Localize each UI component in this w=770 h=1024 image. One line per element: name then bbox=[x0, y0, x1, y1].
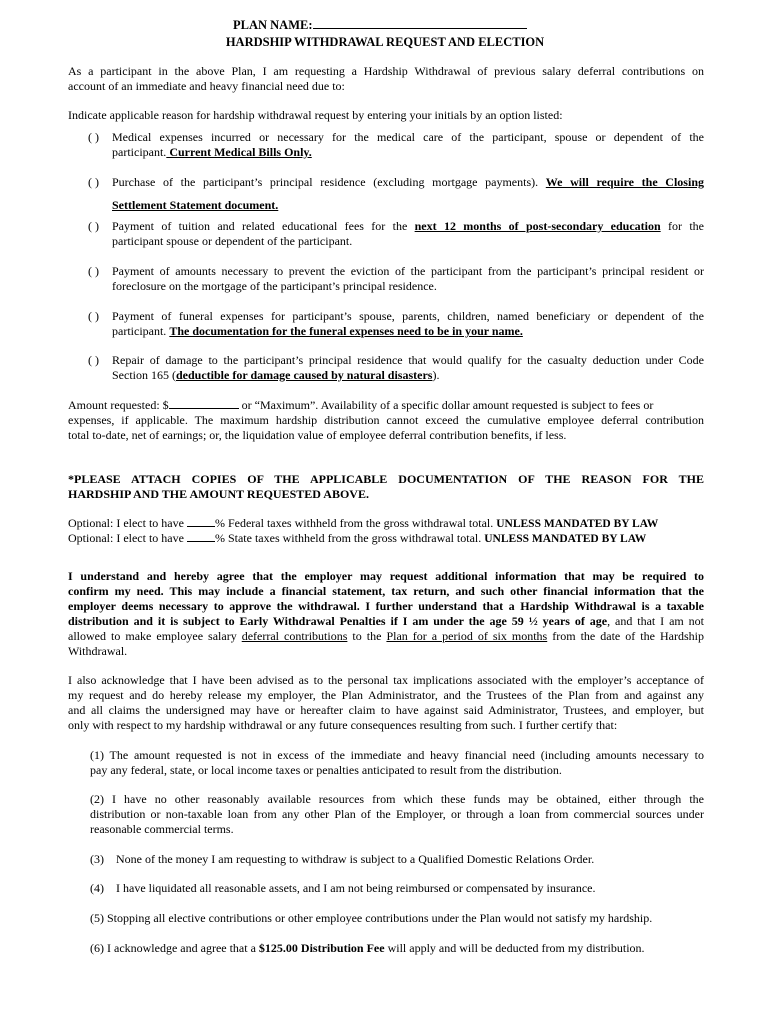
reason-text: ). bbox=[432, 368, 440, 382]
reason-repair-line-1: Repair of damage to the participant’s principal residence that would qualify for the casualty deduction under Code bbox=[112, 353, 704, 367]
reason-text: participant. bbox=[112, 145, 167, 159]
intro-line-1: As a participant in the above Plan, I am requesting a Hardship Withdrawal of previous salary deferral contributions on bbox=[68, 64, 704, 78]
certification-1-line-1: (1) The amount requested is not in excess of the immediate and heavy financial need (including amounts necessary to bbox=[90, 748, 704, 762]
state-withholding-row bbox=[68, 531, 704, 547]
understand-line-4 bbox=[68, 614, 704, 629]
reason-medical-checkbox[interactable]: ( ) bbox=[88, 130, 99, 144]
understand-text: deferral contributions bbox=[241, 629, 348, 643]
reason-requirement: Current Medical Bills Only. bbox=[166, 145, 312, 159]
plan-name-label: PLAN NAME: bbox=[233, 18, 313, 32]
certification-2-line-1: (2) I have no other reasonably available resources from which these funds may be obtained, either through the bbox=[90, 792, 704, 806]
certification-2-line-2: distribution or non-taxable loan from any other Plan of the Employer, or through a loan from commercial sources under bbox=[90, 807, 704, 821]
reason-eviction-line-1: Payment of amounts necessary to prevent the eviction of the participant from the participant’s principal resident or bbox=[112, 264, 704, 278]
form-title: HARDSHIP WITHDRAWAL REQUEST AND ELECTION bbox=[225, 35, 545, 49]
reason-requirement: deductible for damage caused by natural disasters bbox=[176, 368, 433, 382]
amount-line-1 bbox=[68, 398, 704, 413]
withholding-label: Optional: I elect to have bbox=[68, 516, 187, 530]
understand-text: allowed to make employee salary bbox=[68, 629, 242, 643]
mandate-note: UNLESS MANDATED BY LAW bbox=[496, 518, 659, 530]
reason-tuition-line-2: participant spouse or dependent of the participant. bbox=[112, 234, 353, 248]
acknowledge-line-2: my request and do hereby release my employer, the Plan Administrator, and the Trustees of the Plan from and against any bbox=[68, 688, 704, 702]
reason-funeral-checkbox[interactable]: ( ) bbox=[88, 309, 99, 323]
reason-tuition-line-1 bbox=[112, 219, 704, 234]
reason-repair-checkbox[interactable]: ( ) bbox=[88, 353, 99, 367]
withholding-text: % Federal taxes withheld from the gross withdrawal total. bbox=[214, 516, 497, 530]
certification-6 bbox=[90, 941, 704, 956]
plan-name-field[interactable] bbox=[313, 18, 527, 29]
reason-medical-line-1: Medical expenses incurred or necessary for the medical care of the participant, spouse or dependent of the bbox=[112, 130, 704, 144]
amount-line-3: total to-date, net of earnings; or, the liquidation value of employee deferral contribution benefits, if less. bbox=[68, 428, 567, 442]
reason-text: Payment of tuition and related educational fees for the bbox=[112, 219, 415, 233]
acknowledge-line-4: only with respect to my hardship withdrawal or any future consequences resulting from such. I further certify that: bbox=[68, 718, 618, 732]
certification-2-line-3: reasonable commercial terms. bbox=[90, 822, 234, 836]
acknowledge-line-3: and all claims the undersigned may have or hereafter claim to have against said Administrator, Trustees, and employer, but bbox=[68, 703, 704, 717]
amount-label: Amount requested: $ bbox=[68, 398, 169, 412]
state-percent-field[interactable] bbox=[187, 531, 215, 542]
acknowledge-line-1: I also acknowledge that I have been advised as to the personal tax implications associated with the employer’s acceptance of bbox=[68, 673, 704, 687]
reason-eviction-checkbox[interactable]: ( ) bbox=[88, 264, 99, 278]
amount-text: or “Maximum”. Availability of a specific dollar amount requested is subject to fees or bbox=[238, 398, 654, 412]
certification-3: (3) None of the money I am requesting to withdraw is subject to a Qualified Domestic Relations Order. bbox=[90, 852, 595, 866]
reason-funeral-line-1: Payment of funeral expenses for participant’s spouse, parents, children, named beneficiary or dependent of the bbox=[112, 309, 704, 323]
instruction-text: Indicate applicable reason for hardship withdrawal request by entering your initials by an option listed: bbox=[68, 108, 563, 122]
withholding-text: % State taxes withheld from the gross withdrawal total. bbox=[214, 531, 485, 545]
amount-line-2: expenses, if applicable. The maximum hardship distribution cannot exceed the cumulative employee deferral contribution bbox=[68, 413, 704, 427]
understand-text: Plan for a period of six months bbox=[386, 629, 548, 643]
certification-1-line-2: pay any federal, state, or local income taxes or penalties anticipated to result from the distribution. bbox=[90, 763, 562, 777]
distribution-fee: $125.00 Distribution Fee bbox=[258, 941, 385, 955]
reason-text: Section 165 ( bbox=[112, 368, 176, 382]
understand-text: from the date of the Hardship bbox=[547, 629, 704, 643]
reason-residence-line-1 bbox=[112, 175, 704, 190]
reason-eviction-line-2: foreclosure on the mortgage of the participant’s principal residence. bbox=[112, 279, 437, 293]
attach-notice-line-2: HARDSHIP AND THE AMOUNT REQUESTED ABOVE. bbox=[68, 487, 369, 501]
understand-line-1: I understand and hereby agree that the employer may request additional information that may be required to bbox=[68, 569, 704, 583]
reason-text: Purchase of the participant’s principal residence (excluding mortgage payments). bbox=[112, 175, 546, 189]
reason-medical-line-2 bbox=[112, 145, 704, 160]
attach-notice-line-1: *PLEASE ATTACH COPIES OF THE APPLICABLE DOCUMENTATION OF THE REASON FOR THE bbox=[68, 472, 704, 486]
reason-text: participant. bbox=[112, 324, 170, 338]
federal-withholding-row bbox=[68, 516, 704, 532]
understand-text: distribution and it is subject to Early Withdrawal Penalties if I am under the age 59 ½ years of age bbox=[68, 614, 608, 628]
certification-5: (5) Stopping all elective contributions or other employee contributions under the Plan would not satisfy my hardship. bbox=[90, 911, 653, 925]
understand-line-5 bbox=[68, 629, 704, 644]
reason-tuition-checkbox[interactable]: ( ) bbox=[88, 219, 99, 233]
reason-residence-checkbox[interactable]: ( ) bbox=[88, 175, 99, 189]
intro-line-2: account of an immediate and heavy financial need due to: bbox=[68, 79, 345, 93]
understand-line-6: Withdrawal. bbox=[68, 644, 128, 658]
understand-line-2: confirm my need. This may include a financial statement, tax return, and such other financial information that the bbox=[68, 584, 704, 598]
understand-line-3: employer deems necessary to approve the withdrawal. I further understand that a Hardship Withdrawal is a taxable bbox=[68, 599, 704, 613]
understand-text: to the bbox=[347, 629, 387, 643]
federal-percent-field[interactable] bbox=[187, 516, 215, 527]
reason-repair-line-2 bbox=[112, 368, 704, 383]
reason-funeral-line-2 bbox=[112, 324, 704, 339]
withholding-label: Optional: I elect to have bbox=[68, 531, 187, 545]
reason-residence-line-2: Settlement Statement document. bbox=[112, 198, 279, 212]
reason-requirement: The documentation for the funeral expenses need to be in your name. bbox=[169, 324, 523, 338]
reason-text: for the bbox=[660, 219, 705, 233]
reason-requirement: next 12 months of post-secondary education bbox=[414, 219, 661, 233]
certification-4: (4) I have liquidated all reasonable assets, and I am not being reimbursed or compensated by insurance. bbox=[90, 881, 596, 895]
understand-text: , and that I am not bbox=[607, 614, 705, 628]
amount-field[interactable] bbox=[169, 398, 239, 409]
reason-requirement: We will require the Closing bbox=[545, 175, 704, 189]
mandate-note: UNLESS MANDATED BY LAW bbox=[484, 533, 647, 545]
plan-name-row bbox=[233, 18, 527, 33]
certification-text: (6) I acknowledge and agree that a bbox=[90, 941, 259, 955]
certification-text: will apply and will be deducted from my distribution. bbox=[384, 941, 645, 955]
